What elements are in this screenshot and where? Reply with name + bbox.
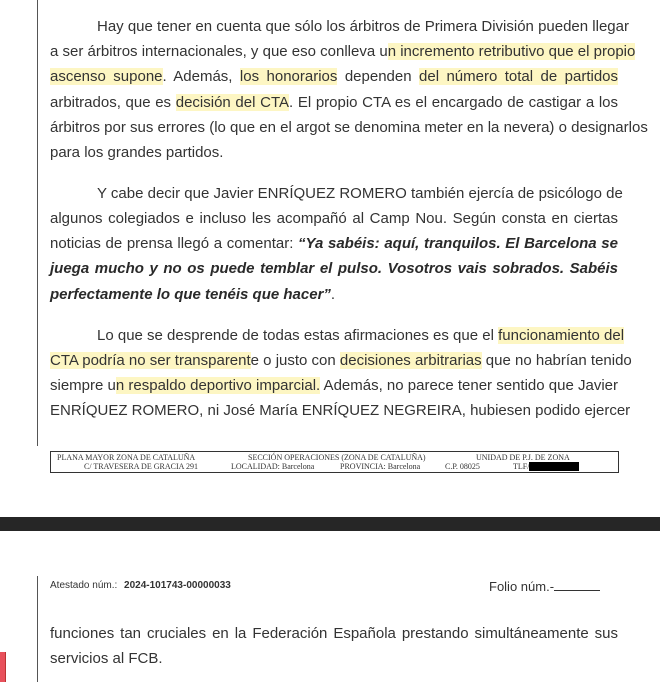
text-line (50, 118, 648, 138)
text-line (50, 42, 636, 62)
red-margin-mark (0, 652, 6, 682)
text-line (50, 326, 625, 346)
folio-label: Folio núm.- (489, 579, 555, 594)
highlighted-text: n respaldo deportivo imparcial. (115, 377, 321, 394)
footer-tlf (513, 462, 579, 471)
page2-margin-line (37, 576, 38, 682)
highlighted-text: funcionamiento del (498, 327, 625, 344)
text-line (50, 376, 618, 396)
highlighted-text: CTA podría no ser transparent (50, 352, 251, 369)
text-segment: siempre u (50, 377, 116, 394)
footer-unit2: SECCIÓN OPERACIONES (ZONA DE CATALUÑA) (248, 453, 426, 462)
text-segment: arbitrados, que es (50, 94, 176, 111)
atestado-header (50, 580, 231, 591)
text-segment: Además, no parece tener sentido que Javier (320, 377, 618, 394)
text-segment: árbitros por sus errores (lo que en el argot se denomina meter en la nevera) o designarlos (50, 119, 648, 136)
text-line (50, 259, 618, 279)
quoted-text: juega mucho y no os puede temblar el pulso. Vosotros vais sobrados. Sabéis (50, 260, 618, 277)
footer-locality: LOCALIDAD: Barcelona (231, 462, 315, 471)
text-segment: servicios al FCB. (50, 650, 163, 667)
text-line (50, 67, 618, 87)
text-line (50, 624, 618, 644)
text-line (50, 17, 629, 37)
text-segment: a ser árbitros internacionales, y que eso conlleva u (50, 43, 388, 60)
text-segment: . (330, 286, 336, 303)
text-segment: para los grandes partidos. (50, 144, 224, 161)
page-separator (0, 517, 660, 531)
text-line (50, 209, 618, 229)
text-line (50, 351, 632, 371)
quoted-text: perfectamente lo que tenéis que hacer” (50, 286, 331, 303)
atestado-label: Atestado núm.: (50, 580, 118, 591)
text-segment: Y cabe decir que Javier ENRÍQUEZ ROMERO también ejercía de psicólogo de (97, 185, 623, 202)
text-segment: Hay que tener en cuenta que sólo los árbitros de Primera División pueden llegar (97, 18, 629, 35)
text-segment: Lo que se desprende de todas estas afirmaciones es que el (97, 327, 499, 344)
text-line (50, 234, 618, 254)
page-footer (50, 451, 619, 473)
footer-tlf-label: TLF/ (513, 462, 530, 471)
text-line (50, 93, 618, 113)
folio (489, 578, 600, 594)
text-segment: . Además, (162, 68, 240, 85)
text-segment: funciones tan cruciales en la Federación Española prestando simultáneamente sus (50, 625, 618, 642)
text-line (50, 649, 618, 669)
text-segment: e o justo con (250, 352, 340, 369)
highlighted-text: ascenso supone (50, 68, 163, 85)
text-segment: noticias de prensa llegó a comentar: (50, 235, 299, 252)
footer-address: C/ TRAVESERA DE GRACIA 291 (84, 462, 198, 471)
text-line (50, 401, 631, 421)
footer-unit1: PLANA MAYOR ZONA DE CATALUÑA (57, 453, 196, 462)
text-segment: algunos colegiados e incluso les acompañó al Camp Nou. Según consta en ciertas (50, 210, 618, 227)
redacted-block (529, 462, 579, 471)
footer-unit3: UNIDAD DE P.J. DE ZONA (476, 453, 570, 462)
highlighted-text: n incremento retributivo que el propio (387, 43, 636, 60)
text-line (50, 285, 618, 305)
highlighted-text: decisiones arbitrarias (339, 352, 482, 369)
atestado-number: 2024-101743-00000033 (124, 580, 231, 591)
quoted-text: “Ya sabéis: aquí, tranquilos. El Barcelona se (298, 235, 618, 252)
highlighted-text: del número total de partidos (419, 68, 619, 85)
text-segment: dependen (337, 68, 420, 85)
text-segment: . El propio CTA es el encargado de castigar a los (289, 94, 618, 111)
page1-margin-line (37, 0, 38, 446)
highlighted-text: los honorarios (239, 68, 338, 85)
footer-cp: C.P. 08025 (445, 462, 480, 471)
highlighted-text: decisión del CTA (175, 94, 289, 111)
text-line (50, 143, 618, 163)
text-line (50, 184, 623, 204)
footer-province: PROVINCIA: Barcelona (340, 462, 421, 471)
text-segment: ENRÍQUEZ ROMERO, ni José María ENRÍQUEZ NEGREIRA, hubiesen podido ejercer (50, 402, 631, 419)
folio-blank (554, 578, 600, 591)
text-segment: que no habrían tenido (481, 352, 632, 369)
